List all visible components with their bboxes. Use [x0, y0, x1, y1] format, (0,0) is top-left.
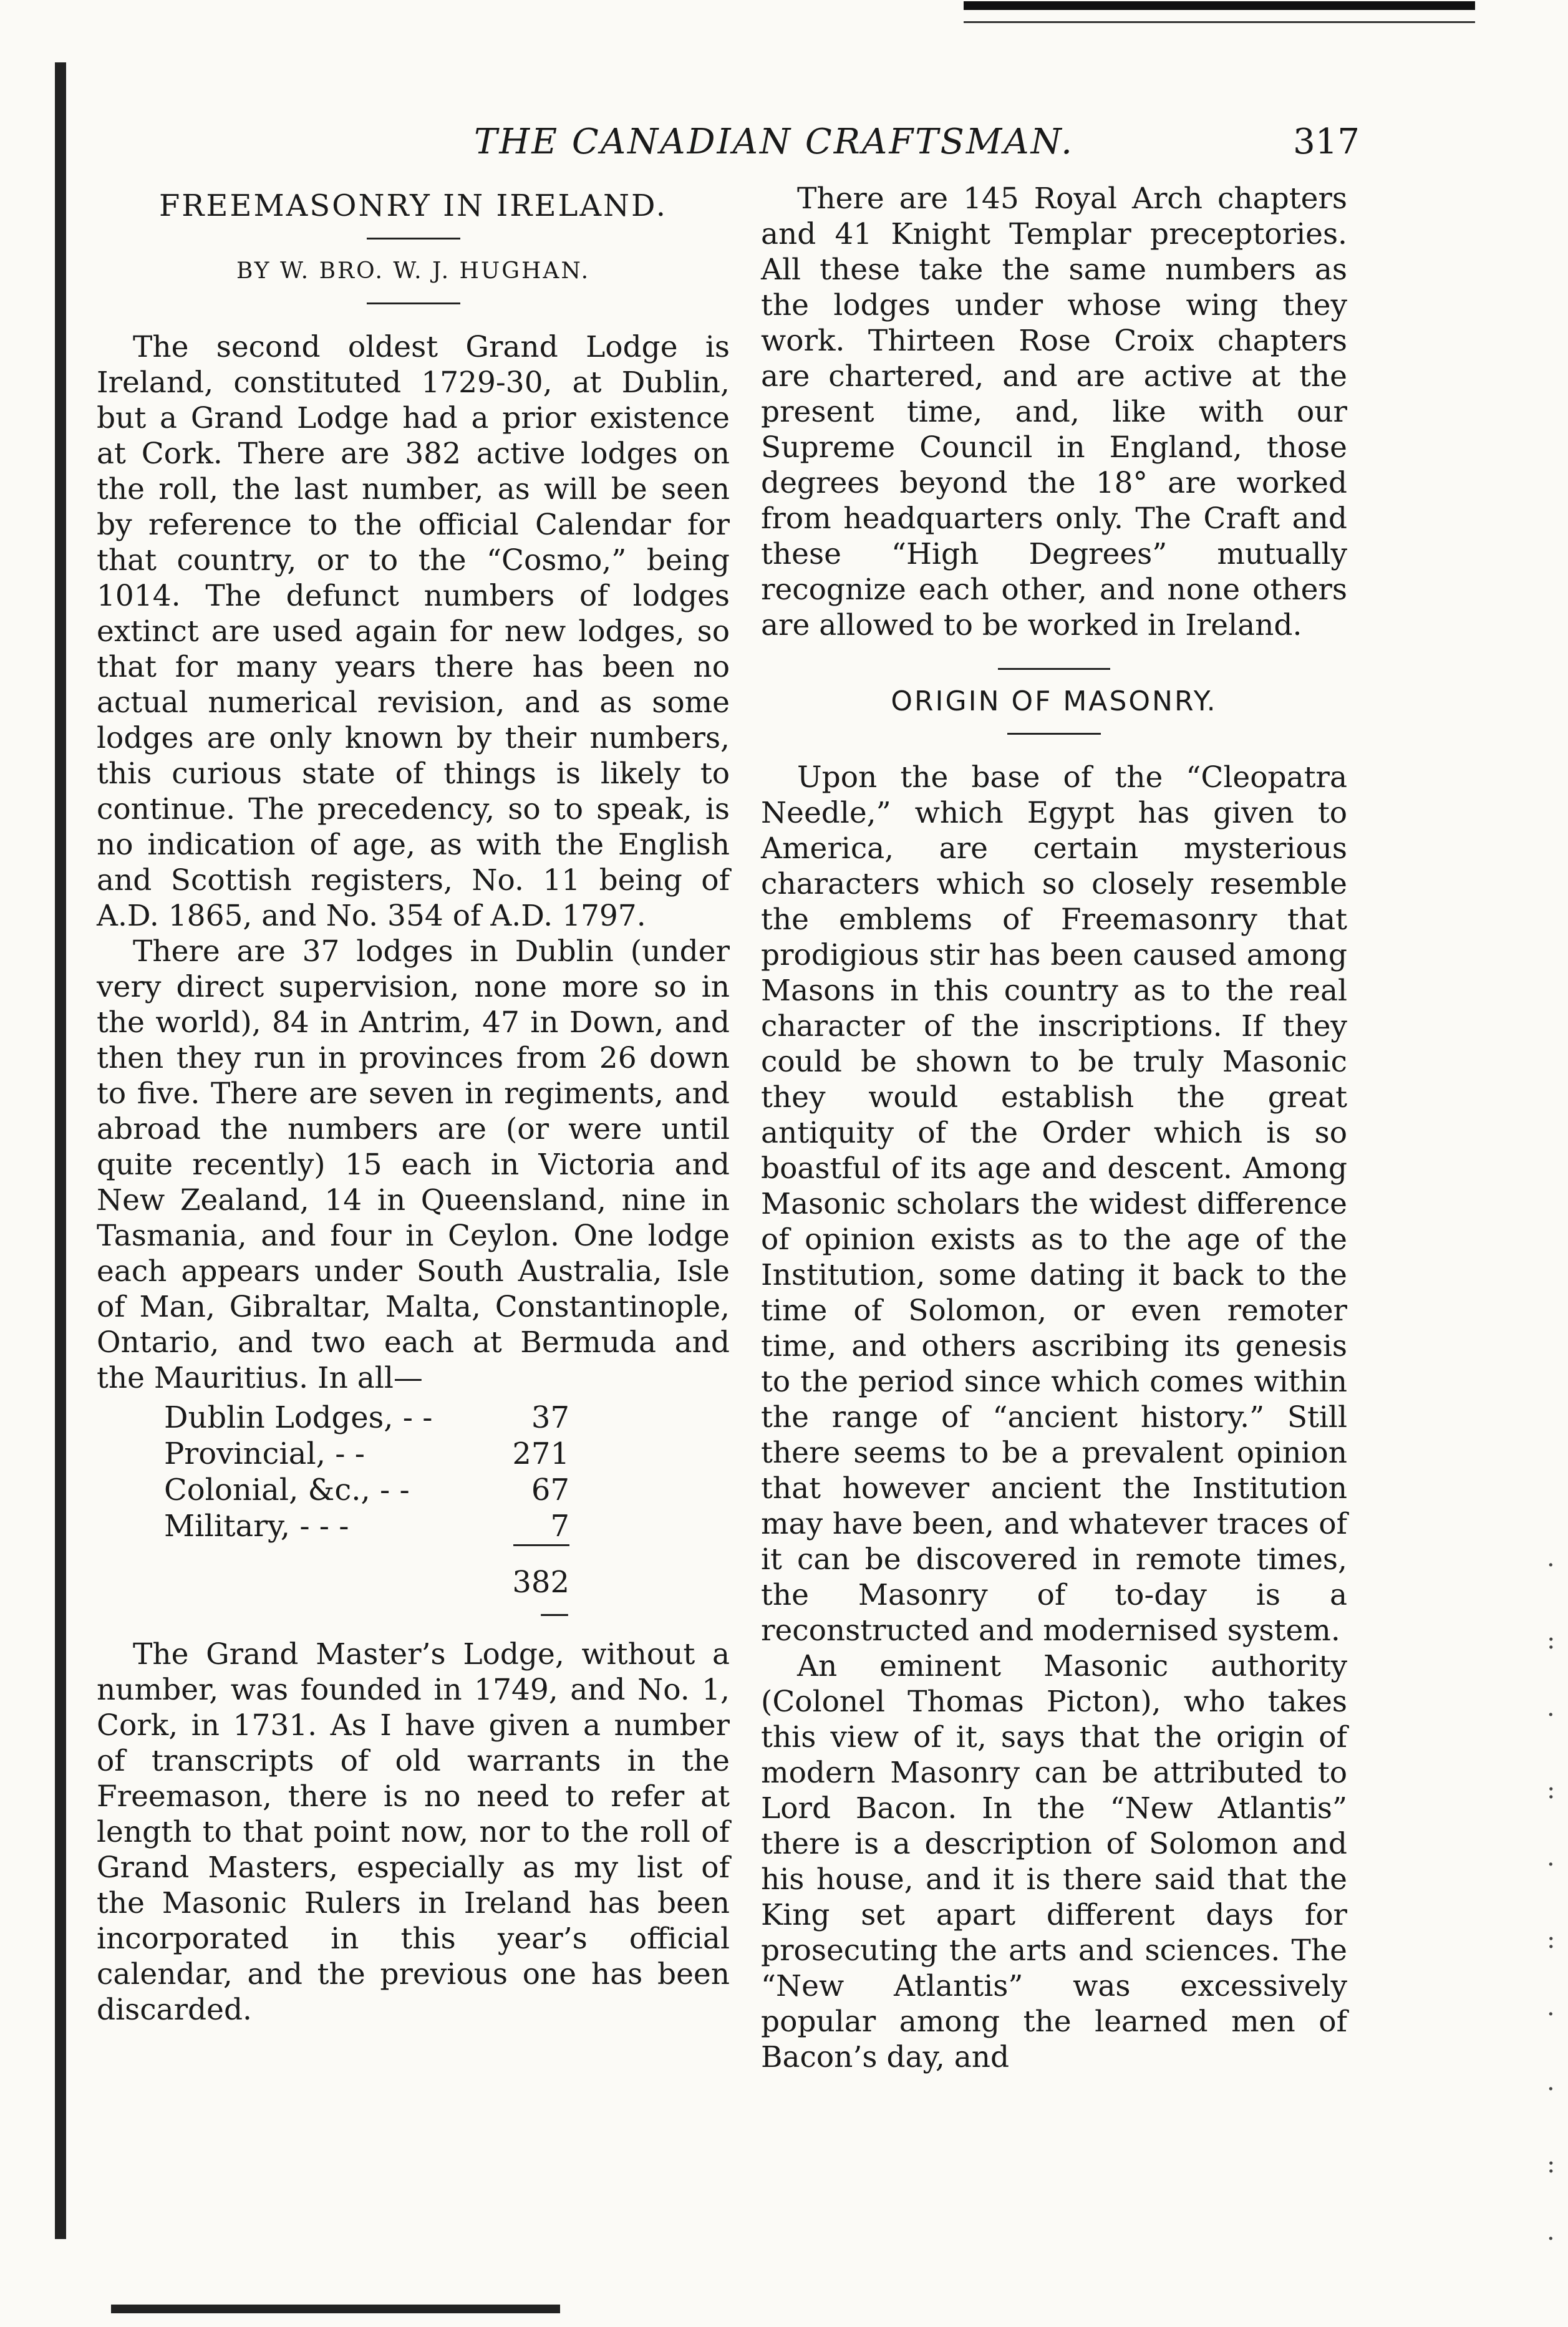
article1-paragraph-1: The second oldest Grand Lodge is Ireland, constituted 1729-30, at Dublin, but a Grand Lodge had a prior existence at Cork. There are 382 active lodges on the roll, the last number, as will be seen by reference to the official Calendar for that country, or to the “Cosmo,” being 1014. The defunct numbers of lodges extinct are used again for new lodges, so that for many years there has been no actual numerical revision, and as some lodges are only known by their numbers, this curious state of things is likely to continue. The precedency, so to speak, is no indication of age, as with the English and Scottish registers, No. 11 being of A.D. 1865, and No. 354 of A.D. 1797. [97, 330, 730, 933]
left-column [97, 181, 730, 2028]
article1-paragraph-4: There are 145 Royal Arch chapters and 41 Knight Templar preceptories. All these take the same numbers as the lodges under whose wing they work. Thirteen Rose Croix chapters are chartered, and are active at the present time, and, like with our Supreme Council in England, those degrees beyond the 18° are worked from headquarters only. The Craft and these “High Degrees” mutually recognize each other, and none others are allowed to be worked in Ireland. [761, 181, 1347, 642]
tally-total: 382 [512, 1565, 569, 1600]
bottom-border-rule [111, 2305, 560, 2313]
title-divider [1007, 733, 1101, 735]
tally-value: 67 [531, 1473, 569, 1507]
tally-value: 37 [531, 1400, 569, 1435]
article1-paragraph-2: There are 37 lodges in Dublin (under very direct supervision, none more so in the world), 84 in Antrim, 47 in Down, and then they run in provinces from 26 down to five. There are seven in regiments, and abroad the numbers are (or were until quite recently) 15 each in Victoria and New Zealand, 14 in Queensland, nine in Tasmania, and four in Ceylon. One lodge each appears under South Australia, Isle of Man, Gibraltar, Malta, Constantinople, Ontario, and two each at Bermuda and the Mauritius. In all— [97, 934, 730, 1395]
article-title-origin-of-masonry: ORIGIN OF MASONRY. [891, 685, 1217, 717]
right-column [761, 181, 1347, 2075]
tally-label: Dublin Lodges, - - [164, 1400, 433, 1435]
journal-title: THE CANADIAN CRAFTSMAN. [474, 122, 1074, 162]
tally-label: Provincial, - - [164, 1436, 365, 1471]
page-edge-specks: · : · : · : · · : · [1547, 1551, 1556, 2253]
tally-value: 271 [512, 1436, 569, 1471]
tally-end-dash: — [540, 1595, 569, 1630]
article-byline: BY W. BRO. W. J. HUGHAN. [236, 258, 591, 284]
top-border-rule [964, 1, 1475, 10]
byline-divider [367, 302, 460, 304]
running-head [87, 122, 1360, 178]
lodge-tally-table [97, 1400, 730, 1630]
tally-row [164, 1472, 569, 1508]
tally-label: Colonial, &c., - - [164, 1473, 410, 1507]
tally-label: Military, - - - [164, 1509, 349, 1544]
tally-row [164, 1436, 569, 1472]
page-number: 317 [1293, 122, 1360, 162]
tally-row [164, 1400, 569, 1436]
tally-row [164, 1508, 569, 1544]
article-title-freemasonry-in-ireland: FREEMASONRY IN IRELAND. [158, 188, 668, 223]
tally-value: 7 [550, 1509, 569, 1544]
article2-paragraph-1: Upon the base of the “Cleopatra Needle,” which Egypt has given to America, are certain mysterious characters which so closely resemble the emblems of Freemasonry that prodigious stir has been caused among Masons in this country as to the real character of the inscriptions. If they could be shown to be truly Masonic they would establish the great antiquity of the Order which is so boastful of its age and descent. Among Masonic scholars the widest difference of opinion exists as to the age of the Institution, some dating it back to the time of Solomon, or even remoter time, and others ascribing its genesis to the period since which comes within the range of “ancient history.” Still there seems to be a prevalent opinion that however ancient the Institution may have been, and whatever traces of it can be discovered in remote times, the Masonry of to-day is a reconstructed and modernised system. [761, 760, 1347, 1648]
article-separator-rule [998, 668, 1110, 670]
title-divider [367, 238, 460, 239]
article2-paragraph-2: An eminent Masonic authority (Colonel Thomas Picton), who takes this view of it, says that the origin of modern Masonry can be attributed to Lord Bacon. In the “New Atlantis” there is a description of Solomon and his house, and it is there said that the King set apart different days for prosecuting the arts and sciences. The “New Atlantis” was excessively popular among the learned men of Bacon’s day, and [761, 1649, 1347, 2074]
article1-paragraph-3: The Grand Master’s Lodge, without a number, was founded in 1749, and No. 1, Cork, in 1731. As I have given a number of transcripts of old warrants in the Freemason, there is no need to refer at length to that point now, nor to the roll of Grand Masters, especially as my list of the Masonic Rulers in Ireland has been incorporated in this year’s official calendar, and the previous one has been discarded. [97, 1637, 730, 2027]
binding-edge [55, 62, 66, 2239]
top-border-rule-thin [964, 21, 1475, 23]
